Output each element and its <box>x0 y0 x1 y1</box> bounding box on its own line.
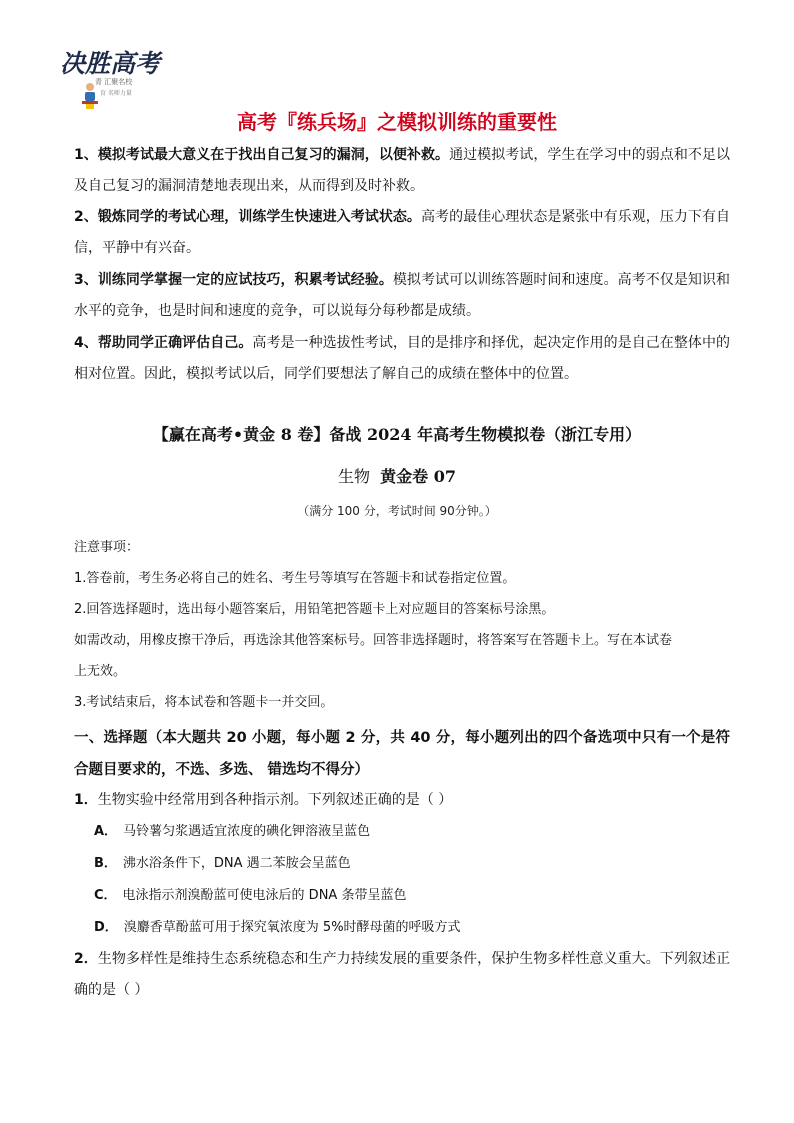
question-1-option-b <box>94 854 351 874</box>
question-1-number: 1． <box>74 792 98 808</box>
point-2-bold: 2、锻炼同学的考试心理，训练学生快速进入考试状态。 <box>74 209 421 225</box>
point-1 <box>74 140 730 202</box>
instruction-item: 如需改动，用橡皮擦干净后，再选涂其他答案标号。回答非选择题时，将答案写在答题卡上。写在本试卷 <box>74 633 673 648</box>
logo-tagline-1: 青 汇聚名校 <box>95 78 133 86</box>
instruction-item: 3.考试结束后，将本试卷和答题卡一并交回。 <box>74 695 334 710</box>
point-2-text: 高考的最佳心理状态是紧张中有乐观，压力下有自信，平静中有兴奋。 <box>74 209 730 256</box>
paper-subtitle <box>0 464 794 487</box>
option-text: 电泳指示剂溴酚蓝可使电泳后的 DNA 条带呈蓝色 <box>122 888 407 903</box>
logo-text: 决胜高考 <box>60 49 161 78</box>
question-1-option-a <box>94 822 370 842</box>
point-4 <box>74 328 730 390</box>
option-label: B． <box>94 856 117 871</box>
point-3 <box>74 265 730 327</box>
point-4-bold: 4、帮助同学正确评估自己。 <box>74 335 253 351</box>
instructions <box>74 532 730 718</box>
option-text: 沸水浴条件下，DNA 遇二苯胺会呈蓝色 <box>122 856 351 871</box>
instructions-heading: 注意事项： <box>74 540 140 555</box>
question-1-stem: 生物实验中经常用到各种指示剂。下列叙述正确的是（ ） <box>97 792 453 808</box>
main-title: 高考『练兵场』之模拟训练的重要性 <box>237 110 557 134</box>
question-1-option-d <box>94 918 461 938</box>
option-text: 马铃薯匀浆遇适宜浓度的碘化钾溶液呈蓝色 <box>123 824 371 839</box>
question-2-number: 2． <box>74 951 98 967</box>
point-1-bold: 1、模拟考试最大意义在于找出自己复习的漏洞，以便补救。 <box>74 147 450 163</box>
paper-name: 黄金卷 07 <box>380 467 457 486</box>
logo-tagline-2: 育 名师力量 <box>100 90 132 97</box>
paper-subject: 生物 <box>337 467 370 486</box>
question-2-stem: 生物多样性是维持生态系统稳态和生产力持续发展的重要条件，保护生物多样性意义重大。下列叙述正确的是（ ） <box>74 951 730 998</box>
point-1-text: 通过模拟考试，学生在学习中的弱点和不足以及自己复习的漏洞清楚地表现出来，从而得到及时补救。 <box>74 147 730 194</box>
paper-title: 【赢在高考•黄金 8 卷】备战 2024 年高考生物模拟卷（浙江专用） <box>152 425 642 444</box>
section-heading: 一、选择题（本大题共 20 小题，每小题 2 分，共 40 分，每小题列出的四个备选项中只有一个是符合题目要求的，不选、多选、 错选均不得分） <box>74 730 730 778</box>
point-3-bold: 3、训练同学掌握一定的应试技巧，积累考试经验。 <box>74 272 393 288</box>
question-2 <box>74 944 730 1006</box>
question-1 <box>74 785 730 816</box>
point-4-text: 高考是一种选拔性考试，目的是排序和择优，起决定作用的是自己在整体中的相对位置。因此，模拟考试以后，同学们要想法了解自己的成绩在整体中的位置。 <box>74 335 731 382</box>
option-label: C． <box>94 888 117 903</box>
option-label: D． <box>94 920 118 935</box>
instruction-item: 1.答卷前，考生务必将自己的姓名、考生号等填写在答题卡和试卷指定位置。 <box>74 571 516 586</box>
instruction-item: 上无效。 <box>74 664 127 679</box>
option-text: 溴麝香草酚蓝可用于探究氧浓度为 5%时酵母菌的呼吸方式 <box>123 920 461 935</box>
point-3-text: 模拟考试可以训练答题时间和速度。高考不仅是知识和水平的竞争，也是时间和速度的竞争，可以说每分每秒都是成绩。 <box>74 272 730 319</box>
question-1-option-c <box>94 886 406 906</box>
paper-note: （满分 100 分，考试时间 90分钟。） <box>297 504 497 518</box>
instruction-item: 2.回答选择题时，选出每小题答案后，用铅笔把答题卡上对应题目的答案标号涂黑。 <box>74 602 555 617</box>
option-label: A． <box>94 824 118 839</box>
point-2 <box>74 202 730 264</box>
